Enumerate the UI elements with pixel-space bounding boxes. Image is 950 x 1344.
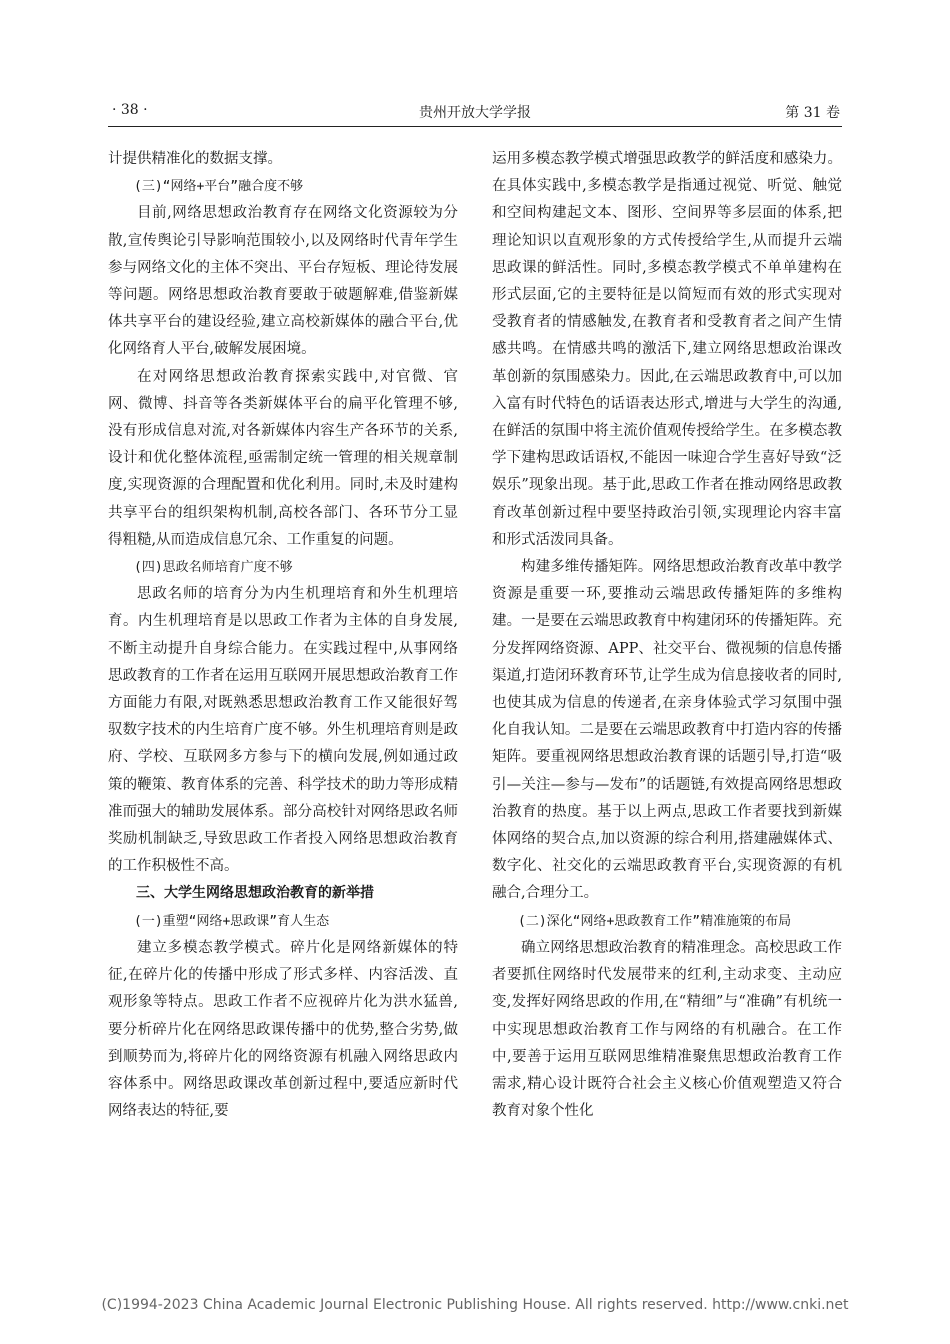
right-column [492, 146, 842, 1125]
volume-label: 第 31 卷 [785, 105, 840, 121]
running-header [108, 100, 842, 127]
subsection-heading: (四)思政名师培育广度不够 [134, 560, 293, 576]
paragraph-continued: 运用多模态教学模式增强思政教学的鲜活度和感染力。在具体实践中,多模态教学是指通过视觉、听觉、触觉和空间构建起文本、图形、空间界等多层面的体系,把理论知识以直观形象的方式传授给学生,从而提升云端思政课的鲜活性。同时,多模态教学模式不单单建构在形式层面,它的主要特征是以简短而有效的形式实现对受教育者的情感触发,在教育者和受教育者之间产生情感共鸣。在情感共鸣的激活下,建立网络思想政治课改革创新的氛围感染力。因此,在云端思政教育中,可以加入富有时代特色的话语表达形式,增进与大学生的沟通,在鲜活的氛围中将主流价值观传授给学生。在多模态教学下建构思政话语权,不能因一味迎合学生喜好导致“泛娱乐”现象出现。基于此,思政工作者在推动网络思政教育改革创新过程中要坚持政治引领,实现理论内容丰富和形式活泼同具备。 [492, 151, 842, 548]
subsection-heading: (二)深化“网络+思政教育工作”精准施策的布局 [518, 913, 792, 929]
subsection-heading: (三)“网络+平台”融合度不够 [134, 179, 304, 195]
paragraph: 目前,网络思想政治教育存在网络文化资源较为分散,宣传舆论引导影响范围较小,以及网络时代青年学生参与网络文化的主体不突出、平台存短板、理论待发展等问题。网络思想政治教育要敢于破题解难,借鉴新媒体共享平台的建设经验,建立高校新媒体的融合平台,优化网络育人平台,破解发展困境。 [108, 205, 458, 358]
left-column [108, 146, 458, 1125]
section-heading: 三、大学生网络思想政治教育的新举措 [136, 885, 374, 902]
subsection-heading: (一)重塑“网络+思政课”育人生态 [134, 913, 330, 929]
paragraph: 思政名师的培育分为内生机理培育和外生机理培育。内生机理培育是以思政工作者为主体的自身发展,不断主动提升自身综合能力。在实践过程中,从事网络思政教育的工作者在运用互联网开展思想政治教育工作方面能力有限,对既熟悉思想政治教育工作又能很好驾驭数字技术的内生培育广度不够。外生机理培育则是政府、学校、互联网多方参与下的横向发展,例如通过政策的鞭策、教育体系的完善、科学技术的助力等形成精准而强大的辅助发展体系。部分高校针对网络思政名师奖励机制缺乏,导致思政工作者投入网络思想政治教育的工作积极性不高。 [108, 586, 458, 875]
paragraph: 确立网络思想政治教育的精准理念。高校思政工作者要抓住网络时代发展带来的红利,主动求变、主动应变,发挥好网络思政的作用,在“精细”与“准确”有机统一中实现思想政治教育工作与网络的有机融合。在工作中,要善于运用互联网思维精准聚焦思想政治教育工作需求,精心设计既符合社会主义核心价值观塑造又符合教育对象个性化 [492, 939, 842, 1120]
copyright-footer: (C)1994-2023 China Academic Journal Electronic Publishing House. All rights reserved. http://www.cnki.net [101, 1297, 849, 1313]
paragraph: 建立多模态教学模式。碎片化是网络新媒体的特征,在碎片化的传播中形成了形式多样、内容活泼、直观形象等特点。思政工作者不应视碎片化为洪水猛兽,要分析碎片化在网络思政课传播中的优势,整合劣势,做到顺势而为,将碎片化的网络资源有机融入网络思政内容体系中。网络思政课改革创新过程中,要适应新时代网络表达的特征,要 [108, 939, 458, 1120]
journal-title: 贵州开放大学学报 [419, 105, 531, 121]
paragraph: 在对网络思想政治教育探索实践中,对官微、官网、微博、抖音等各类新媒体平台的扁平化管理不够,没有形成信息对流,对各新媒体内容生产各环节的关系,设计和优化整体流程,亟需制定统一管理的相关规章制度,实现资源的合理配置和优化利用。同时,未及时建构共享平台的组织架构机制,高校各部门、各环节分工显得粗糙,从而造成信息冗余、工作重复的问题。 [108, 368, 458, 548]
paragraph: 构建多维传播矩阵。网络思想政治教育改革中教学资源是重要一环,要推动云端思政传播矩阵的多维构建。一是要在云端思政教育中构建闭环的传播矩阵。充分发挥网络资源、APP、社交平台、微视频的信息传播渠道,打造闭环教育环节,让学生成为信息接收者的同时,也使其成为信息的传递者,在亲身体验式学习氛围中强化自我认知。二是要在云端思政教育中打造内容的传播矩阵。要重视网络思想政治教育课的话题引导,打造“吸引—关注—参与—发布”的话题链,有效提高网络思想政治教育的热度。基于以上两点,思政工作者要找到新媒体网络的契合点,加以资源的综合利用,搭建融媒体式、数字化、社交化的云端思政教育平台,实现资源的有机融合,合理分工。 [492, 559, 842, 902]
paragraph-continued: 计提供精准化的数据支撑。 [108, 151, 282, 167]
page-number: · 38 · [112, 102, 148, 118]
